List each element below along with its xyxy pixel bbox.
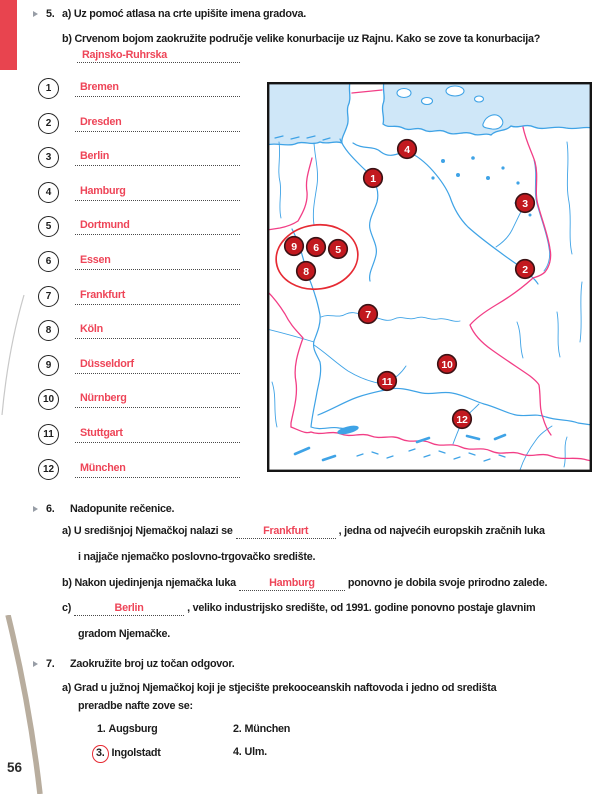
q6a-answer-text: Frankfurt bbox=[263, 525, 309, 537]
question-5a-text: a) Uz pomoć atlasa na crte upišite imena gradova. bbox=[62, 8, 306, 20]
decorative-curve-left bbox=[0, 290, 30, 420]
city-list-item bbox=[36, 216, 266, 237]
city-number-circle: 5 bbox=[38, 216, 59, 237]
map-marker-number: 8 bbox=[303, 265, 309, 278]
city-number-circle: 10 bbox=[38, 389, 59, 410]
option-label-1: Augsburg bbox=[108, 723, 158, 735]
city-answer-blank[interactable] bbox=[75, 114, 240, 132]
city-answer-text: Dresden bbox=[80, 116, 122, 128]
question-7-title: Zaokružite broj uz točan odgovor. bbox=[70, 658, 235, 670]
city-answer-blank[interactable] bbox=[75, 148, 240, 166]
city-answer-text: Düsseldorf bbox=[80, 358, 134, 370]
weser-river bbox=[340, 139, 378, 281]
city-number-circle: 8 bbox=[38, 320, 59, 341]
q6b-pre-text: b) Nakon ujedinjenja njemačka luka bbox=[62, 577, 236, 589]
city-list-item bbox=[36, 251, 266, 272]
city-answer-text: Köln bbox=[80, 323, 103, 335]
q6b-answer-blank[interactable] bbox=[239, 576, 345, 591]
city-answer-text: Frankfurt bbox=[80, 289, 126, 301]
map-marker-number: 4 bbox=[404, 143, 410, 156]
city-answer-text: Bremen bbox=[80, 81, 119, 93]
border-czech bbox=[470, 278, 551, 435]
city-answer-text: Stuttgart bbox=[80, 427, 123, 439]
island bbox=[446, 86, 464, 96]
city-number-circle: 12 bbox=[38, 459, 59, 480]
option-num-3: 3. bbox=[92, 745, 109, 763]
city-list-item bbox=[36, 113, 266, 134]
island bbox=[422, 98, 433, 105]
question-6-number: 6. bbox=[46, 503, 55, 515]
q6b-post-text: ponovno je dobila svoje prirodno zalede. bbox=[347, 577, 548, 589]
map-markers bbox=[285, 140, 535, 429]
question-6c-cont: gradom Njemačke. bbox=[78, 628, 171, 640]
page-number: 56 bbox=[7, 760, 23, 775]
city-answer-text: Berlin bbox=[80, 150, 110, 162]
city-number-circle: 11 bbox=[38, 424, 59, 445]
border-west bbox=[267, 291, 303, 427]
question-7a-line2: preradbe nafte zove se: bbox=[78, 700, 193, 712]
question-6c-line bbox=[62, 601, 535, 616]
map-marker-number: 12 bbox=[456, 413, 468, 426]
question-bullet-icon bbox=[33, 506, 38, 512]
map-marker-number: 1 bbox=[370, 172, 376, 185]
elbe-river bbox=[353, 143, 538, 284]
city-number-circle: 7 bbox=[38, 286, 59, 307]
q5b-answer-blank[interactable] bbox=[77, 48, 240, 63]
city-number-circle: 1 bbox=[38, 78, 59, 99]
city-list-item bbox=[36, 459, 266, 480]
city-answer-blank[interactable] bbox=[75, 183, 240, 201]
question-7a-line1: a) Grad u južnoj Njemačkoj koji je stjecište prekooceanskih naftovoda i jedno od središta bbox=[62, 682, 497, 694]
map-marker-number: 2 bbox=[522, 263, 528, 276]
city-answer-blank[interactable] bbox=[75, 356, 240, 374]
map-marker-number: 11 bbox=[381, 375, 393, 388]
city-list-item bbox=[36, 286, 266, 307]
city-number-circle: 4 bbox=[38, 182, 59, 203]
city-answer-blank[interactable] bbox=[75, 79, 240, 97]
map-marker-number: 3 bbox=[522, 197, 528, 210]
city-list-item bbox=[36, 355, 266, 376]
option-2[interactable] bbox=[233, 722, 290, 737]
q6b-answer-text: Hamburg bbox=[269, 577, 315, 589]
city-answer-text: München bbox=[80, 462, 126, 474]
city-list-item bbox=[36, 320, 266, 341]
question-bullet-icon bbox=[33, 11, 38, 17]
city-list-item bbox=[36, 389, 266, 410]
ems-river bbox=[313, 143, 317, 225]
city-answer-blank[interactable] bbox=[75, 287, 240, 305]
city-number-circle: 3 bbox=[38, 147, 59, 168]
map-marker-number: 6 bbox=[313, 241, 319, 254]
option-4[interactable] bbox=[233, 745, 267, 760]
city-answer-blank[interactable] bbox=[75, 321, 240, 339]
city-answer-blank[interactable] bbox=[75, 390, 240, 408]
q6c-label: c) bbox=[62, 602, 72, 614]
inn-river bbox=[520, 426, 552, 470]
map-marker-number: 5 bbox=[335, 243, 341, 256]
city-list-item bbox=[36, 424, 266, 445]
germany-map bbox=[267, 82, 592, 472]
city-number-circle: 6 bbox=[38, 251, 59, 272]
question-6a-cont: i najjače njemačko poslovno-trgovačko središte. bbox=[78, 551, 316, 563]
city-list-item bbox=[36, 78, 266, 99]
option-label-2: München bbox=[244, 723, 291, 735]
q6c-answer-blank[interactable] bbox=[74, 601, 184, 616]
q5b-answer-text: Rajnsko-Ruhrska bbox=[82, 49, 168, 61]
city-answer-text: Nürnberg bbox=[80, 392, 127, 404]
main-river bbox=[321, 313, 460, 322]
alps-marks bbox=[357, 449, 505, 461]
option-1[interactable] bbox=[97, 722, 158, 737]
map-marker-number: 10 bbox=[441, 358, 453, 371]
city-answer-blank[interactable] bbox=[75, 460, 240, 478]
question-6a-line bbox=[62, 524, 545, 539]
question-5-number: 5. bbox=[46, 8, 55, 20]
option-num-1: 1. bbox=[97, 723, 106, 735]
city-answer-blank[interactable] bbox=[75, 252, 240, 270]
option-num-2: 2. bbox=[233, 723, 242, 735]
city-list-item bbox=[36, 147, 266, 168]
question-bullet-icon bbox=[33, 661, 38, 667]
city-number-circle: 2 bbox=[38, 113, 59, 134]
question-6b-line bbox=[62, 576, 547, 591]
border-netherlands bbox=[267, 158, 312, 230]
north-sea bbox=[267, 82, 350, 145]
border-denmark bbox=[352, 90, 382, 93]
city-answer-text: Dortmund bbox=[80, 219, 130, 231]
rhine-river bbox=[292, 229, 357, 429]
q6a-pre-text: a) U središnjoj Njemačkoj nalazi se bbox=[62, 525, 233, 537]
city-answer-blank[interactable] bbox=[75, 217, 240, 235]
accent-bar bbox=[0, 0, 17, 70]
city-answer-blank[interactable] bbox=[75, 425, 240, 443]
city-list-item bbox=[36, 182, 266, 203]
option-3[interactable] bbox=[97, 745, 161, 760]
q6c-post-text: , veliko industrijsko središte, od 1991. godine ponovno postaje glavnim bbox=[187, 602, 536, 614]
island bbox=[397, 89, 411, 98]
q6a-answer-blank[interactable] bbox=[236, 524, 336, 539]
option-num-4: 4. bbox=[233, 746, 242, 758]
mosel-river bbox=[267, 329, 314, 342]
option-label-4: Ulm. bbox=[244, 746, 267, 758]
city-answer-text: Hamburg bbox=[80, 185, 126, 197]
option-label-3: Ingolstadt bbox=[111, 747, 161, 759]
question-5b-text: b) Crvenom bojom zaokružite područje velike konurbacije uz Rajnu. Kako se zove ta konurbacija? bbox=[62, 33, 541, 45]
map-marker-number: 9 bbox=[291, 240, 297, 253]
q6c-answer-text: Berlin bbox=[114, 602, 144, 614]
map-marker-number: 7 bbox=[365, 308, 371, 321]
city-number-circle: 9 bbox=[38, 355, 59, 376]
q6a-post-text: , jedna od najvećih europskih zračnih luka bbox=[338, 525, 545, 537]
city-answer-text: Essen bbox=[80, 254, 111, 266]
island bbox=[475, 96, 484, 102]
question-7-number: 7. bbox=[46, 658, 55, 670]
question-6-title: Nadopunite rečenice. bbox=[70, 503, 175, 515]
